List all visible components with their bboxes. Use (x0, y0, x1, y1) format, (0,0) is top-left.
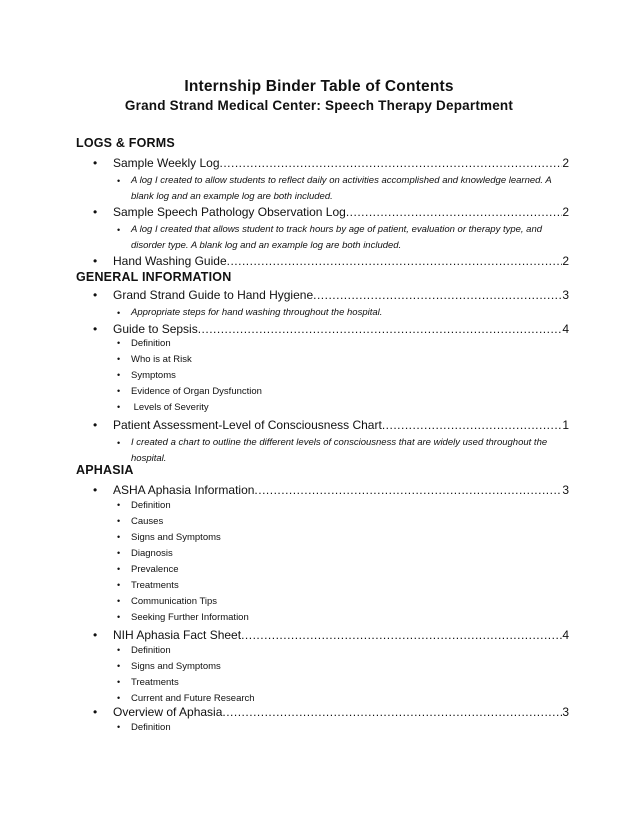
dot-leader (222, 705, 562, 719)
bullet: • (93, 205, 98, 219)
sub-item: • Definition (117, 500, 171, 511)
dot-leader (254, 483, 562, 497)
sub-item: • Treatments (117, 677, 179, 688)
sub-item-text: Definition (131, 722, 171, 733)
toc-entry-asha-aphasia (93, 483, 569, 499)
dot-leader (227, 254, 563, 268)
page-number: 4 (562, 322, 569, 336)
toc-entry-observation-log (93, 205, 569, 221)
sub-item: • Definition (117, 645, 171, 656)
bullet: • (93, 483, 98, 497)
page-number: 3 (562, 288, 569, 302)
section-heading-logs-forms: LOGS & FORMS (76, 136, 175, 150)
bullet: • (93, 254, 98, 268)
note-text: A log I created to allow students to reflect daily on activities accomplished and knowledge learned. A blank log and an example log are both included. (131, 175, 552, 202)
page-number: 2 (562, 205, 569, 219)
sub-item-text: Who is at Risk (131, 354, 192, 365)
toc-entry-sample-weekly-log (93, 156, 569, 172)
bullet: • (93, 628, 98, 642)
sub-item-text: Signs and Symptoms (131, 532, 221, 543)
sub-item: • Symptoms (117, 370, 176, 381)
sub-item-text: Symptoms (131, 370, 176, 381)
section-heading-aphasia: APHASIA (76, 463, 134, 477)
bullet: • (117, 438, 121, 448)
dot-leader (382, 418, 563, 432)
sub-item-text: Diagnosis (131, 548, 173, 559)
sub-item: • Diagnosis (117, 548, 173, 559)
bullet: • (117, 176, 121, 186)
sub-item: • Communication Tips (117, 596, 218, 607)
entry-note (117, 305, 557, 321)
bullet: • (93, 418, 98, 432)
sub-item: • Seeking Further Information (117, 612, 249, 623)
sub-item-text: Communication Tips (131, 596, 218, 607)
sub-item-text: Signs and Symptoms (131, 661, 221, 672)
sub-item: • Definition (117, 722, 171, 733)
document-title: Internship Binder Table of Contents (184, 78, 454, 95)
sub-item: • Who is at Risk (117, 354, 192, 365)
bullet: • (93, 705, 98, 719)
bullet: • (93, 156, 98, 170)
toc-entry-guide-to-sepsis (93, 322, 569, 338)
bullet: • (93, 288, 98, 302)
bullet: • (117, 308, 121, 318)
sub-item-text: Levels of Severity (131, 402, 209, 413)
toc-entry-overview-of-aphasia (93, 705, 569, 721)
page-number: 4 (562, 628, 569, 642)
sub-item-text: Prevalence (131, 564, 179, 575)
page-number: 3 (562, 705, 569, 719)
toc-entry-nih-fact-sheet (93, 628, 569, 644)
sub-item-text: Causes (131, 516, 164, 527)
entry-label: Grand Strand Guide to Hand Hygiene (113, 288, 314, 302)
sub-item-text: Evidence of Organ Dysfunction (131, 386, 262, 397)
toc-entry-hand-washing-guide (93, 254, 569, 270)
sub-item: • Causes (117, 516, 164, 527)
dot-leader (346, 205, 562, 219)
sub-item: • Signs and Symptoms (117, 661, 221, 672)
page-number: 1 (562, 418, 569, 432)
sub-item-text: Treatments (131, 677, 179, 688)
sub-item-text: Definition (131, 338, 171, 349)
sub-item: • Current and Future Research (117, 693, 255, 704)
sub-item-text: Seeking Further Information (131, 612, 249, 623)
dot-leader (313, 288, 562, 302)
entry-label: Guide to Sepsis (113, 322, 198, 336)
entry-label: NIH Aphasia Fact Sheet (113, 628, 242, 642)
entry-label: Sample Weekly Log (113, 156, 220, 170)
toc-entry-consciousness-chart (93, 418, 569, 434)
toc-entry-hand-hygiene (93, 288, 569, 304)
sub-item: • Signs and Symptoms (117, 532, 221, 543)
entry-label: Overview of Aphasia (113, 705, 223, 719)
section-heading-general-information: GENERAL INFORMATION (76, 270, 232, 284)
entry-note (117, 435, 557, 467)
sub-item: • Evidence of Organ Dysfunction (117, 386, 262, 397)
sub-item: • Levels of Severity (117, 402, 209, 413)
sub-item: • Treatments (117, 580, 179, 591)
note-text: I created a chart to outline the different levels of consciousness that are widely used throughout the hospital. (131, 437, 548, 464)
sub-item: • Prevalence (117, 564, 179, 575)
dot-leader (241, 628, 562, 642)
sub-item-text: Treatments (131, 580, 179, 591)
page-number: 3 (562, 483, 569, 497)
page-number: 2 (562, 156, 569, 170)
page-number: 2 (562, 254, 569, 268)
entry-note (117, 222, 557, 254)
entry-label: Sample Speech Pathology Observation Log (113, 205, 346, 219)
entry-label: Patient Assessment-Level of Consciousness Chart (113, 418, 382, 432)
sub-item-text: Definition (131, 645, 171, 656)
sub-item-text: Current and Future Research (131, 693, 255, 704)
bullet: • (117, 225, 121, 235)
sub-item-text: Definition (131, 500, 171, 511)
entry-note (117, 173, 557, 205)
entry-label: Hand Washing Guide (113, 254, 227, 268)
dot-leader (198, 322, 563, 336)
dot-leader (220, 156, 563, 170)
entry-label: ASHA Aphasia Information (113, 483, 255, 497)
bullet: • (93, 322, 98, 336)
note-text: Appropriate steps for hand washing throughout the hospital. (131, 307, 383, 318)
document-subtitle: Grand Strand Medical Center: Speech Therapy Department (124, 98, 514, 113)
note-text: A log I created that allows student to track hours by age of patient, evaluation or therapy type, and disorder type. A blank log and an example log are both included. (131, 224, 543, 251)
sub-item: • Definition (117, 338, 171, 349)
